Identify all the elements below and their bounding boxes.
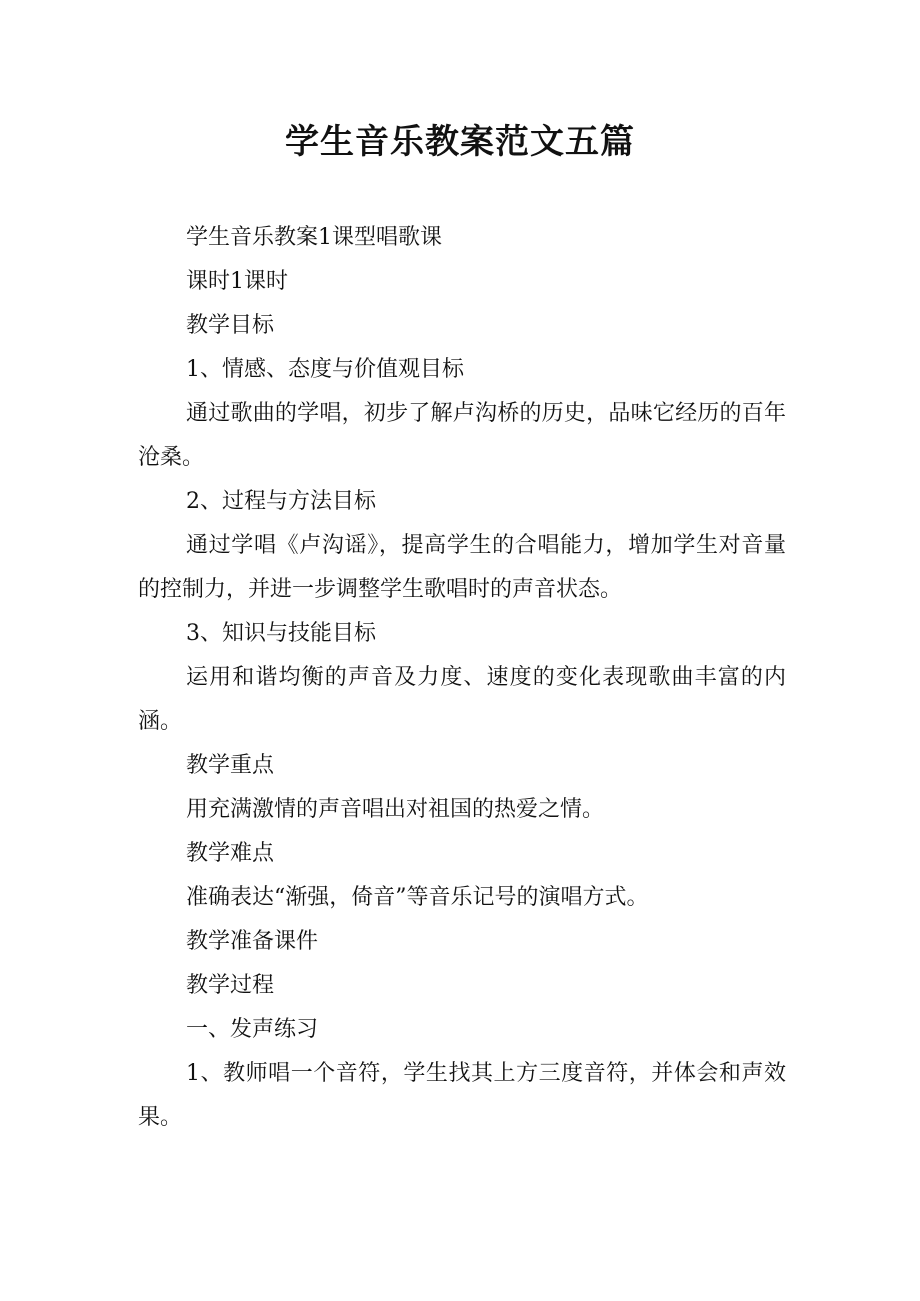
paragraph-goal-2-text: 通过学唱《卢沟谣》，提高学生的合唱能力，增加学生对音量的控制力，并进一步调整学生歌唱时的声音状态。: [138, 533, 786, 602]
document-body: [138, 216, 786, 1140]
paragraph-preparation: 教学准备课件: [186, 929, 319, 954]
paragraph-teaching-goals-heading: 教学目标: [186, 313, 275, 338]
paragraph-goal-3-text: 运用和谐均衡的声音及力度、速度的变化表现歌曲丰富的内涵。: [138, 665, 786, 734]
paragraph-key-points-text: 用充满激情的声音唱出对祖国的热爱之情。: [186, 797, 605, 822]
paragraph-goal-1-text: 通过歌曲的学唱，初步了解卢沟桥的历史，品味它经历的百年沧桑。: [138, 401, 786, 470]
paragraph-class-hours: 课时1课时: [186, 269, 288, 294]
paragraph-vocal-practice-step-1: 1、教师唱一个音符，学生找其上方三度音符，并体会和声效果。: [138, 1061, 786, 1130]
paragraph-goal-3-heading: 3、知识与技能目标: [186, 621, 376, 646]
paragraph-lesson-heading: 学生音乐教案1课型唱歌课: [186, 225, 442, 250]
paragraph-vocal-practice-heading: 一、发声练习: [186, 1017, 319, 1042]
paragraph-process-heading: 教学过程: [186, 973, 275, 998]
paragraph-difficulties-text: 准确表达“渐强，倚音”等音乐记号的演唱方式。: [186, 885, 649, 910]
paragraph-goal-2-heading: 2、过程与方法目标: [186, 489, 376, 514]
paragraph-goal-1-heading: 1、情感、态度与价值观目标: [186, 357, 464, 382]
document-title: 学生音乐教案范文五篇: [285, 122, 635, 162]
paragraph-key-points-heading: 教学重点: [186, 753, 275, 778]
paragraph-difficulties-heading: 教学难点: [186, 841, 275, 866]
